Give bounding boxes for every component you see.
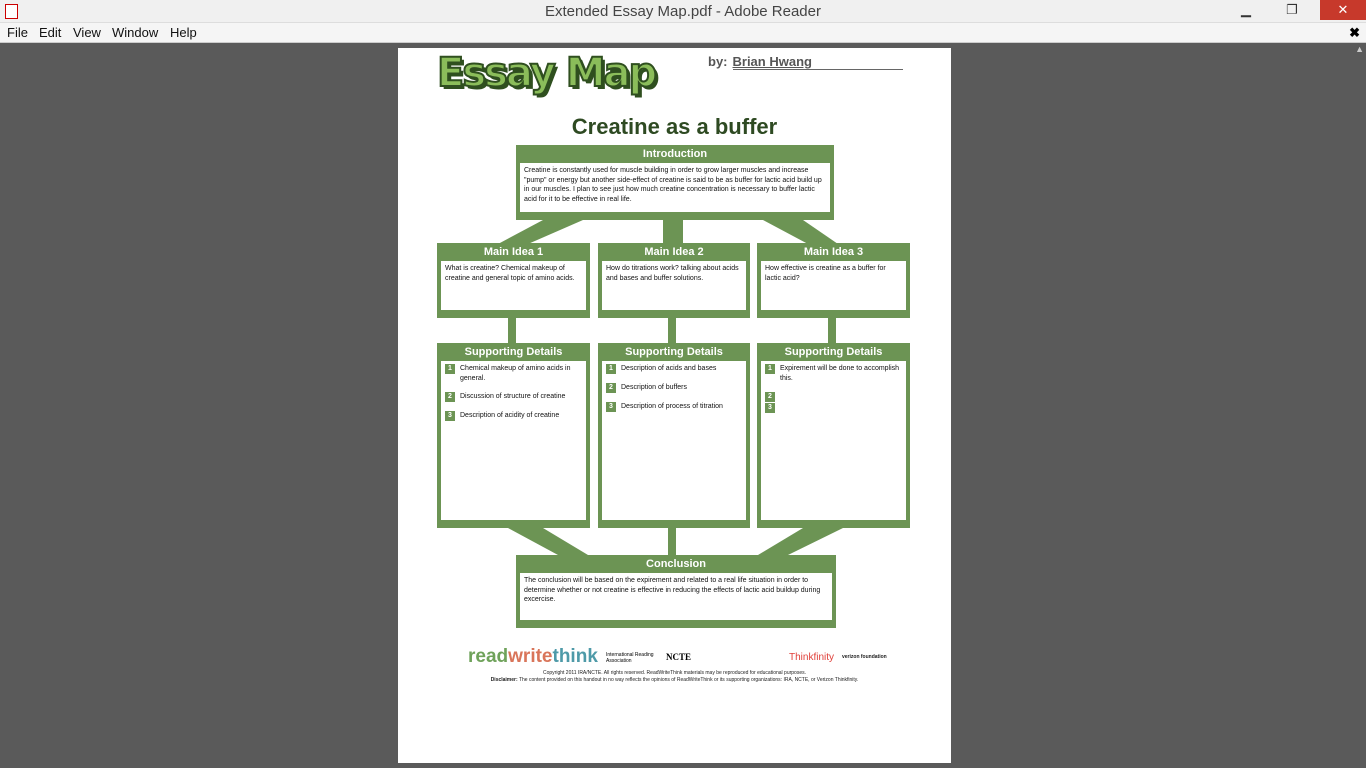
author-line: by: Brian Hwang — [708, 54, 903, 70]
minimize-button[interactable]: ▁ — [1241, 2, 1251, 17]
supporting-details-1: Supporting Details 1 Chemical makeup of amino acids in general. 2 Discussion of structure of creatine 3 Description of acidity of creatine — [437, 343, 590, 528]
close-button[interactable]: ✕ — [1320, 0, 1366, 20]
supporting-details-2: Supporting Details 1 Description of acids and bases 2 Description of buffers 3 Description of process of titration — [598, 343, 750, 528]
thinkfinity-logo: Thinkfinity — [789, 652, 835, 663]
essay-map-logo: Essay Map — [437, 50, 656, 96]
supporting-details-3: Supporting Details 1 Expirement will be done to accomplish this. 2 3 — [757, 343, 910, 528]
title-bar — [0, 0, 1366, 23]
menu-help[interactable]: Help — [170, 25, 197, 40]
author-name: Brian Hwang — [733, 54, 903, 70]
main-idea-2: Main Idea 2 How do titrations work? talking about acids and bases and buffer solutions. — [598, 243, 750, 318]
restore-button[interactable]: ❐ — [1286, 2, 1298, 17]
main-idea-1: Main Idea 1 What is creatine? Chemical makeup of creatine and general topic of amino acids. — [437, 243, 590, 318]
essay-title: Creatine as a buffer — [571, 114, 778, 139]
disclaimer-text: Disclaimer: The content provided on this handout in no way reflects the opinions of ReadWriteThink or its supporting organizations: IRA, NCTE, or Verizon Thinkfinity. — [490, 677, 859, 683]
conclusion-box: Conclusion The conclusion will be based on the expirement and related to a real life situation in order to determine whether or not creatine is effective in reducing the effects of lactic acid buildup during excercise. — [516, 555, 836, 628]
main-idea-3: Main Idea 3 How effective is creatine as a buffer for lactic acid? — [757, 243, 910, 318]
window-title: Extended Essay Map.pdf - Adobe Reader — [544, 3, 821, 20]
scroll-up-arrow[interactable]: ▲ — [1355, 44, 1364, 54]
introduction-box: Introduction Creatine is constantly used for muscle building in order to grow larger muscles and increase "pump" or energy but another side-effect of creatine is said to be as buffer for lactic acid build up in our muscles. I plan to see just how much creatine concentration is necessary to buffer lactic acid for it to be effective in real life. — [516, 145, 834, 220]
menu-edit[interactable]: Edit — [39, 25, 62, 40]
menu-view[interactable]: View — [73, 25, 101, 40]
pdf-page — [398, 48, 951, 763]
ira-logo: International Reading Association — [606, 652, 654, 664]
menu-window[interactable]: Window — [112, 25, 159, 40]
close-document-button[interactable]: ✖ — [1349, 25, 1360, 40]
copyright-text: Copyright 2011 IRA/NCTE. All rights reserved. ReadWriteThink materials may be reproduced for educational purposes. — [543, 670, 806, 676]
ncte-logo: NCTE — [666, 652, 692, 662]
readwritethink-logo: readwritethink — [468, 646, 598, 667]
verizon-logo: verizon foundation — [842, 654, 887, 660]
menu-file[interactable]: File — [7, 25, 28, 40]
menu-bar — [0, 23, 1366, 43]
